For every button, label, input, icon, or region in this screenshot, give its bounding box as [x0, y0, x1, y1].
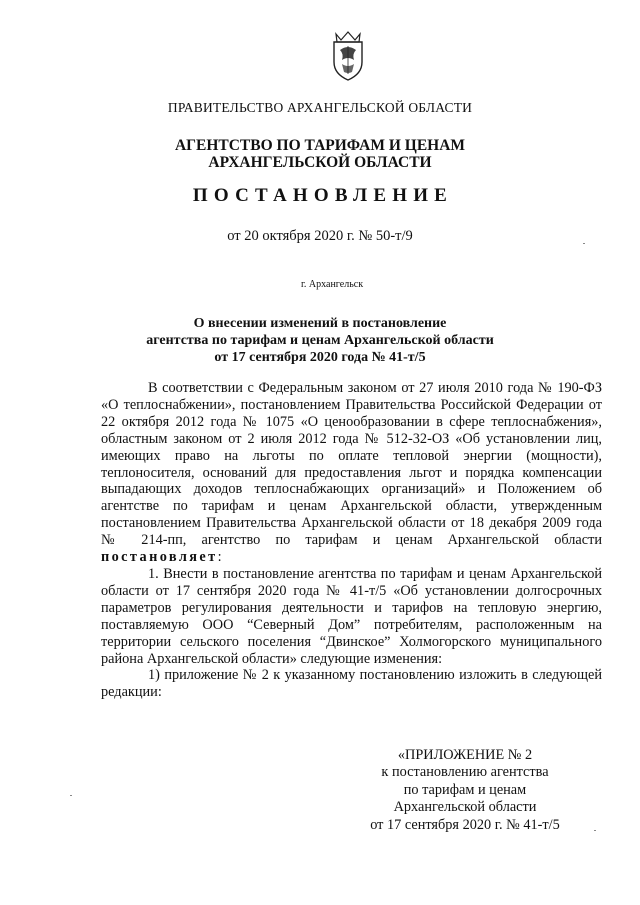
document-date-number: от 20 октября 2020 г. № 50-т/9	[227, 228, 413, 244]
subject-line-1: О внесении изменений в постановление	[193, 316, 447, 331]
preamble-paragraph	[101, 380, 602, 566]
appendix-header	[350, 747, 580, 834]
document-subject	[0, 315, 640, 366]
document-body	[101, 380, 602, 701]
appendix-line-1: «ПРИЛОЖЕНИЕ № 2	[397, 747, 533, 763]
appendix-line-3: по тарифам и ценам	[403, 781, 527, 798]
government-name: ПРАВИТЕЛЬСТВО АРХАНГЕЛЬСКОЙ ОБЛАСТИ	[167, 100, 473, 115]
scan-speck	[70, 795, 72, 796]
scan-speck	[583, 243, 585, 244]
appendix-line-2: к постановлению агентства	[381, 764, 549, 781]
preamble-colon: :	[217, 549, 222, 566]
agency-name-line-2: АРХАНГЕЛЬСКОЙ ОБЛАСТИ	[208, 154, 432, 171]
subject-line-3: от 17 сентября 2020 года № 41-т/5	[214, 350, 426, 365]
appendix-line-5: от 17 сентября 2020 г. № 41-т/5	[370, 816, 560, 833]
agency-name-line-1: АГЕНТСТВО ПО ТАРИФАМ И ЦЕНАМ	[174, 137, 466, 154]
agency-name	[0, 137, 640, 171]
clause-1-paragraph: 1. Внести в постановление агентства по тарифам и ценам Архангельской области от 17 сентября 2020 года № 41-т/5 «Об установлении долгосрочных параметров регулирования деятельности и тарифов на тепловую энергию, поставляемую ООО “Северный Дом” потребителям, расположенным на территории сельского поселения “Двинское” Холмогорского муниципального района Архангельской области» следующие изменения:	[101, 565, 602, 667]
preamble-text: В соответствии с Федеральным законом от 27 июля 2010 года № 190-ФЗ «О теплоснабжении», постановлением Правительства Российской Федерации от 22 октября 2012 года № 1075 «О ценообразовании в сфере теплоснабжения», областным законом от 2 июля 2012 года № 512-32-ОЗ «Об установлении лиц, имеющих право на льготы по оплате тепловой энергии (мощности), теплоносителя, оснований для предоставления льгот и порядка компенсации выпадающих доходов теплоснабжающих организаций» и Положением об агентстве по тарифам и ценам Архангельской области, утвержденным постановлением Правительства Архангельской области от 18 декабря 2009 года № 214-пп, агентство по тарифам и ценам Архангельской области	[101, 380, 602, 549]
scan-speck	[594, 830, 596, 831]
appendix-line-4: Архангельской области	[393, 799, 537, 816]
document-type-title: ПОСТАНОВЛЕНИЕ	[192, 185, 454, 206]
clause-1-1-paragraph: 1) приложение № 2 к указанному постановлению изложить в следующей редакции:	[101, 667, 602, 701]
coat-of-arms-icon	[328, 28, 368, 82]
subject-line-2: агентства по тарифам и ценам Архангельской области	[146, 333, 494, 348]
resolves-keyword: постановляет	[101, 549, 218, 566]
document-city: г. Архангельск	[300, 279, 364, 290]
